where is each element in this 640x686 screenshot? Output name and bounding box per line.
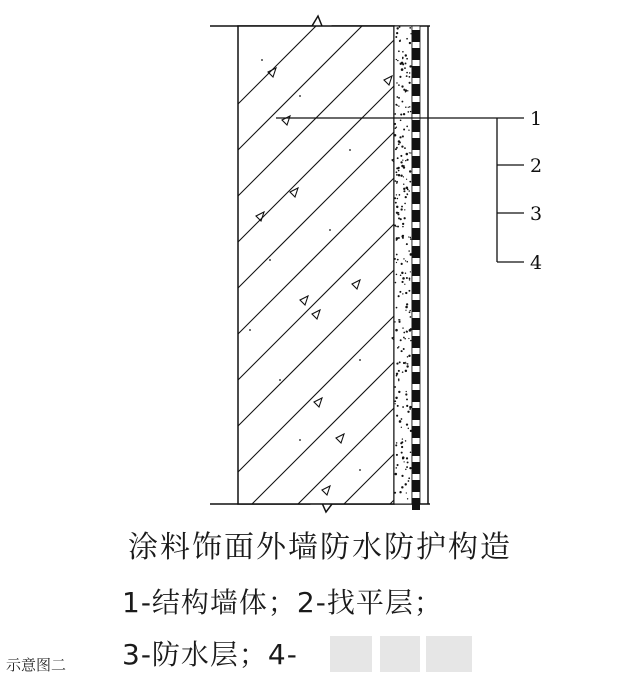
- membrane-segment: [412, 102, 420, 114]
- plaster-speck: [409, 106, 410, 107]
- plaster-speck: [398, 295, 400, 297]
- plaster-speck: [404, 461, 405, 462]
- plaster-speck: [396, 212, 398, 214]
- plaster-speck: [406, 398, 408, 400]
- aggregate-dot: [249, 329, 251, 331]
- membrane-segment: [412, 498, 420, 510]
- plaster-speck: [400, 161, 402, 163]
- plaster-speck: [406, 330, 408, 332]
- plaster-speck: [406, 243, 408, 245]
- plaster-speck: [409, 277, 411, 279]
- plaster-speck: [402, 406, 404, 408]
- waterproof-layer: [412, 26, 420, 510]
- plaster-speck: [409, 467, 411, 469]
- plaster-speck: [400, 155, 402, 157]
- plaster-speck: [401, 281, 403, 283]
- structural-wall: [0, 26, 640, 504]
- plaster-speck: [401, 418, 403, 420]
- plaster-speck: [410, 111, 411, 112]
- plaster-speck: [401, 350, 403, 352]
- plaster-speck: [396, 82, 397, 83]
- membrane-segment: [412, 138, 420, 150]
- plaster-speck: [399, 491, 401, 493]
- plaster-speck: [408, 477, 410, 479]
- plaster-speck: [403, 332, 405, 334]
- plaster-speck: [409, 406, 412, 409]
- plaster-speck: [396, 174, 398, 176]
- plaster-speck: [396, 454, 398, 456]
- plaster-speck: [395, 148, 397, 150]
- membrane-segment: [412, 462, 420, 474]
- plaster-speck: [394, 123, 396, 125]
- plaster-speck: [406, 193, 408, 195]
- plaster-speck: [408, 107, 409, 108]
- plaster-speck: [405, 310, 406, 311]
- plaster-speck: [410, 152, 411, 153]
- plaster-speck: [408, 190, 410, 192]
- plaster-speck: [405, 89, 407, 91]
- plaster-speck: [406, 75, 408, 77]
- plaster-speck: [400, 442, 402, 444]
- plaster-speck: [401, 486, 403, 488]
- plaster-speck: [396, 194, 397, 195]
- membrane-segment: [412, 444, 420, 456]
- plaster-speck: [407, 189, 409, 191]
- plaster-speck: [406, 38, 408, 40]
- plaster-speck: [405, 469, 406, 470]
- plaster-speck: [397, 464, 399, 466]
- plaster-speck: [400, 208, 402, 210]
- plaster-speck: [396, 206, 398, 208]
- plaster-speck: [410, 271, 411, 272]
- membrane-segment: [412, 408, 420, 420]
- plaster-speck: [399, 420, 402, 423]
- leader-label-2: 2: [530, 155, 543, 177]
- plaster-speck: [400, 113, 402, 115]
- aggregate-dot: [349, 149, 351, 151]
- legend-line-2: 3-防水层；4-: [122, 638, 298, 671]
- plaster-speck: [405, 63, 407, 65]
- plaster-speck: [405, 273, 406, 274]
- membrane-segment: [412, 354, 420, 366]
- plaster-speck: [395, 397, 397, 399]
- obscured-text-block: [330, 636, 372, 672]
- plaster-speck: [404, 338, 405, 339]
- plaster-speck: [400, 218, 402, 220]
- plaster-speck: [401, 68, 404, 71]
- membrane-segment: [412, 48, 420, 60]
- leader-label-1: 1: [530, 108, 543, 130]
- plaster-speck: [406, 365, 408, 367]
- plaster-speck: [395, 180, 397, 182]
- membrane-segment: [412, 336, 420, 348]
- plaster-speck: [407, 261, 409, 263]
- plaster-speck: [394, 224, 396, 226]
- plaster-speck: [394, 134, 397, 137]
- plaster-speck: [409, 65, 411, 67]
- membrane-segment: [412, 156, 420, 168]
- plaster-speck: [395, 202, 397, 204]
- plaster-speck: [402, 226, 404, 228]
- plaster-speck: [404, 217, 406, 219]
- plaster-speck: [394, 492, 396, 494]
- plaster-speck: [401, 446, 403, 448]
- plaster-speck: [407, 411, 409, 413]
- plaster-speck: [395, 127, 397, 129]
- plaster-speck: [397, 347, 399, 349]
- plaster-speck: [409, 152, 410, 153]
- membrane-segment: [412, 426, 420, 438]
- leader-label-3: 3: [530, 203, 543, 225]
- plaster-speck: [396, 181, 398, 183]
- plaster-speck: [398, 170, 400, 172]
- membrane-segment: [412, 264, 420, 276]
- hatch-line: [620, 26, 640, 504]
- plaster-speck: [396, 254, 398, 256]
- plaster-speck: [406, 405, 408, 407]
- plaster-speck: [409, 279, 411, 281]
- plaster-speck: [398, 143, 400, 145]
- plaster-speck: [401, 475, 403, 477]
- plaster-speck: [409, 27, 411, 29]
- plaster-speck: [396, 59, 397, 60]
- plaster-speck: [409, 310, 410, 311]
- figure-title: 涂料饰面外墙防水防护构造: [128, 530, 512, 565]
- plaster-speck: [401, 272, 403, 274]
- plaster-speck: [399, 136, 401, 138]
- plaster-speck: [406, 466, 408, 468]
- plaster-speck: [396, 442, 398, 444]
- plaster-speck: [405, 54, 407, 56]
- membrane-segment: [412, 30, 420, 42]
- membrane-segment: [412, 66, 420, 78]
- plaster-speck: [406, 126, 408, 128]
- plaster-speck: [409, 82, 411, 84]
- plaster-speck: [409, 76, 411, 78]
- plaster-speck: [395, 403, 396, 404]
- plaster-speck: [408, 338, 409, 339]
- plaster-speck: [407, 159, 409, 161]
- plaster-speck: [396, 262, 397, 263]
- legend-line-1: 1-结构墙体；2-找平层；: [122, 586, 443, 619]
- plaster-speck: [394, 113, 396, 115]
- plaster-speck: [396, 96, 398, 98]
- plaster-speck: [398, 378, 400, 380]
- plaster-speck: [401, 206, 403, 208]
- plaster-speck: [402, 159, 403, 160]
- plaster-speck: [404, 67, 406, 69]
- plaster-speck: [398, 321, 399, 322]
- plaster-speck: [408, 480, 410, 482]
- plaster-speck: [407, 356, 408, 357]
- plaster-speck: [408, 129, 409, 130]
- plaster-speck: [401, 101, 403, 103]
- aggregate-dot: [329, 229, 331, 231]
- plaster-speck: [406, 423, 408, 425]
- plaster-speck: [402, 135, 404, 137]
- leader-label-4: 4: [530, 252, 543, 274]
- plaster-speck: [406, 58, 408, 60]
- plaster-speck: [399, 361, 401, 363]
- plaster-speck: [407, 498, 408, 499]
- plaster-speck: [396, 415, 398, 417]
- plaster-speck: [397, 405, 399, 407]
- plaster-speck: [404, 209, 405, 210]
- plaster-speck: [405, 362, 406, 363]
- plaster-speck: [406, 153, 409, 156]
- plaster-speck: [398, 97, 400, 99]
- plaster-speck: [395, 329, 398, 332]
- plaster-speck: [404, 203, 406, 205]
- plaster-speck: [400, 119, 402, 121]
- plaster-speck: [403, 362, 405, 364]
- plaster-speck: [401, 85, 403, 87]
- hatch-line: [528, 26, 640, 504]
- plaster-speck: [396, 27, 398, 29]
- plaster-speck: [408, 428, 409, 429]
- corner-label: 示意图二: [6, 656, 67, 674]
- plaster-speck: [395, 104, 397, 106]
- plaster-speck: [410, 237, 411, 238]
- plaster-speck: [407, 363, 409, 365]
- plaster-speck: [401, 452, 403, 454]
- plaster-speck: [402, 63, 404, 65]
- plaster-speck: [406, 457, 408, 459]
- plaster-speck: [410, 238, 412, 240]
- plaster-speck: [398, 140, 401, 143]
- plaster-speck: [401, 165, 404, 168]
- plaster-speck: [403, 190, 405, 192]
- plaster-speck: [396, 171, 398, 173]
- membrane-segment: [412, 300, 420, 312]
- plaster-speck: [410, 452, 412, 454]
- plaster-speck: [410, 316, 412, 318]
- plaster-speck: [396, 147, 398, 149]
- aggregate-dot: [261, 59, 263, 61]
- membrane-segment: [412, 246, 420, 258]
- plaster-speck: [404, 147, 406, 149]
- plaster-speck: [405, 160, 406, 161]
- membrane-segment: [412, 210, 420, 222]
- plaster-speck: [396, 32, 398, 34]
- plaster-speck: [403, 184, 404, 185]
- membrane-segment: [412, 372, 420, 384]
- plaster-speck: [402, 371, 404, 373]
- plaster-speck: [408, 290, 410, 292]
- membrane-segment: [412, 390, 420, 402]
- plaster-speck: [405, 363, 406, 364]
- plaster-speck: [402, 223, 404, 225]
- plaster-speck: [403, 188, 405, 190]
- plaster-speck: [405, 292, 407, 294]
- plaster-speck: [402, 327, 403, 328]
- plaster-speck: [407, 111, 409, 113]
- plaster-speck: [398, 391, 400, 393]
- plaster-speck: [399, 194, 401, 196]
- plaster-speck: [394, 321, 395, 322]
- membrane-segment: [412, 174, 420, 186]
- plaster-speck: [394, 258, 396, 260]
- plaster-speck: [409, 329, 412, 332]
- plaster-speck: [401, 263, 403, 265]
- plaster-speck: [403, 258, 404, 259]
- plaster-speck: [395, 444, 397, 446]
- aggregate-dot: [299, 95, 301, 97]
- plaster-speck: [399, 76, 401, 78]
- plaster-speck: [398, 319, 400, 321]
- plaster-speck: [400, 175, 402, 177]
- plaster-speck: [400, 39, 401, 40]
- plaster-speck: [409, 170, 411, 172]
- plaster-speck: [406, 391, 407, 392]
- plaster-speck: [397, 259, 399, 261]
- plaster-speck: [401, 427, 402, 428]
- plaster-speck: [410, 340, 411, 341]
- plaster-speck: [399, 26, 401, 28]
- plaster-speck: [403, 176, 404, 177]
- plaster-speck: [396, 467, 398, 469]
- plaster-speck: [398, 84, 400, 86]
- plaster-speck: [408, 250, 410, 252]
- plaster-speck: [405, 370, 407, 372]
- plaster-speck: [409, 181, 411, 183]
- plaster-speck: [402, 456, 405, 459]
- plaster-speck: [397, 60, 398, 61]
- plaster-speck: [395, 282, 397, 284]
- plaster-speck: [398, 237, 400, 239]
- plaster-speck: [398, 380, 399, 381]
- aggregate-dot: [359, 469, 361, 471]
- plaster-speck: [406, 179, 407, 180]
- obscured-text-block: [426, 636, 472, 672]
- plaster-speck: [409, 42, 411, 44]
- plaster-speck: [405, 483, 407, 485]
- plaster-speck: [402, 51, 404, 53]
- plaster-speck: [404, 284, 405, 285]
- membrane-segment: [412, 282, 420, 294]
- plaster-speck: [402, 438, 403, 439]
- plaster-speck: [400, 339, 402, 341]
- plaster-speck: [405, 393, 407, 395]
- plaster-speck: [406, 303, 408, 305]
- plaster-speck: [409, 72, 410, 73]
- plaster-speck: [394, 386, 396, 388]
- plaster-speck: [405, 440, 407, 442]
- plaster-speck: [398, 174, 400, 176]
- plaster-speck: [403, 337, 405, 339]
- plaster-speck: [400, 274, 402, 276]
- plaster-speck: [407, 90, 408, 91]
- membrane-segment: [412, 120, 420, 132]
- plaster-speck: [401, 145, 403, 147]
- plaster-speck: [402, 293, 403, 294]
- membrane-segment: [412, 318, 420, 330]
- plaster-speck: [405, 306, 408, 309]
- leveling-layer: [394, 26, 412, 504]
- plaster-speck: [410, 33, 411, 34]
- obscured-text-block: [380, 636, 420, 672]
- plaster-speck: [406, 72, 408, 74]
- plaster-speck: [409, 408, 411, 410]
- plaster-speck: [398, 370, 400, 372]
- plaster-speck: [395, 473, 398, 476]
- plaster-speck: [394, 197, 396, 199]
- plaster-speck: [406, 277, 408, 279]
- plaster-speck: [402, 236, 404, 238]
- hatch-line: [574, 26, 640, 504]
- plaster-speck: [396, 362, 398, 364]
- aggregate-dot: [299, 439, 301, 441]
- plaster-speck: [408, 236, 409, 237]
- aggregate-dot: [359, 359, 361, 361]
- plaster-speck: [396, 307, 398, 309]
- membrane-segment: [412, 480, 420, 492]
- plaster-speck: [396, 167, 398, 169]
- plaster-speck: [397, 157, 399, 159]
- plaster-speck: [402, 58, 403, 59]
- plaster-speck: [396, 374, 398, 376]
- membrane-segment: [412, 192, 420, 204]
- plaster-speck: [397, 198, 399, 200]
- aggregate-dot: [279, 379, 281, 381]
- plaster-speck: [399, 291, 401, 293]
- plaster-speck: [408, 355, 410, 357]
- plaster-speck: [398, 105, 399, 106]
- plaster-speck: [403, 129, 405, 131]
- aggregate-dot: [269, 259, 271, 261]
- plaster-speck: [409, 311, 411, 313]
- plaster-speck: [403, 113, 405, 115]
- plaster-speck: [402, 277, 405, 280]
- hatch-line: [482, 26, 640, 504]
- plaster-speck: [405, 196, 407, 198]
- plaster-speck: [397, 226, 399, 228]
- membrane-segment: [412, 228, 420, 240]
- plaster-speck: [395, 36, 397, 38]
- plaster-speck: [406, 492, 407, 493]
- membrane-segment: [412, 84, 420, 96]
- plaster-speck: [403, 348, 405, 350]
- plaster-speck: [396, 274, 398, 276]
- plaster-speck: [398, 50, 400, 52]
- plaster-speck: [405, 260, 406, 261]
- plaster-speck: [396, 239, 398, 241]
- plaster-speck: [405, 107, 406, 108]
- plaster-speck: [407, 461, 409, 463]
- plaster-speck: [394, 400, 396, 402]
